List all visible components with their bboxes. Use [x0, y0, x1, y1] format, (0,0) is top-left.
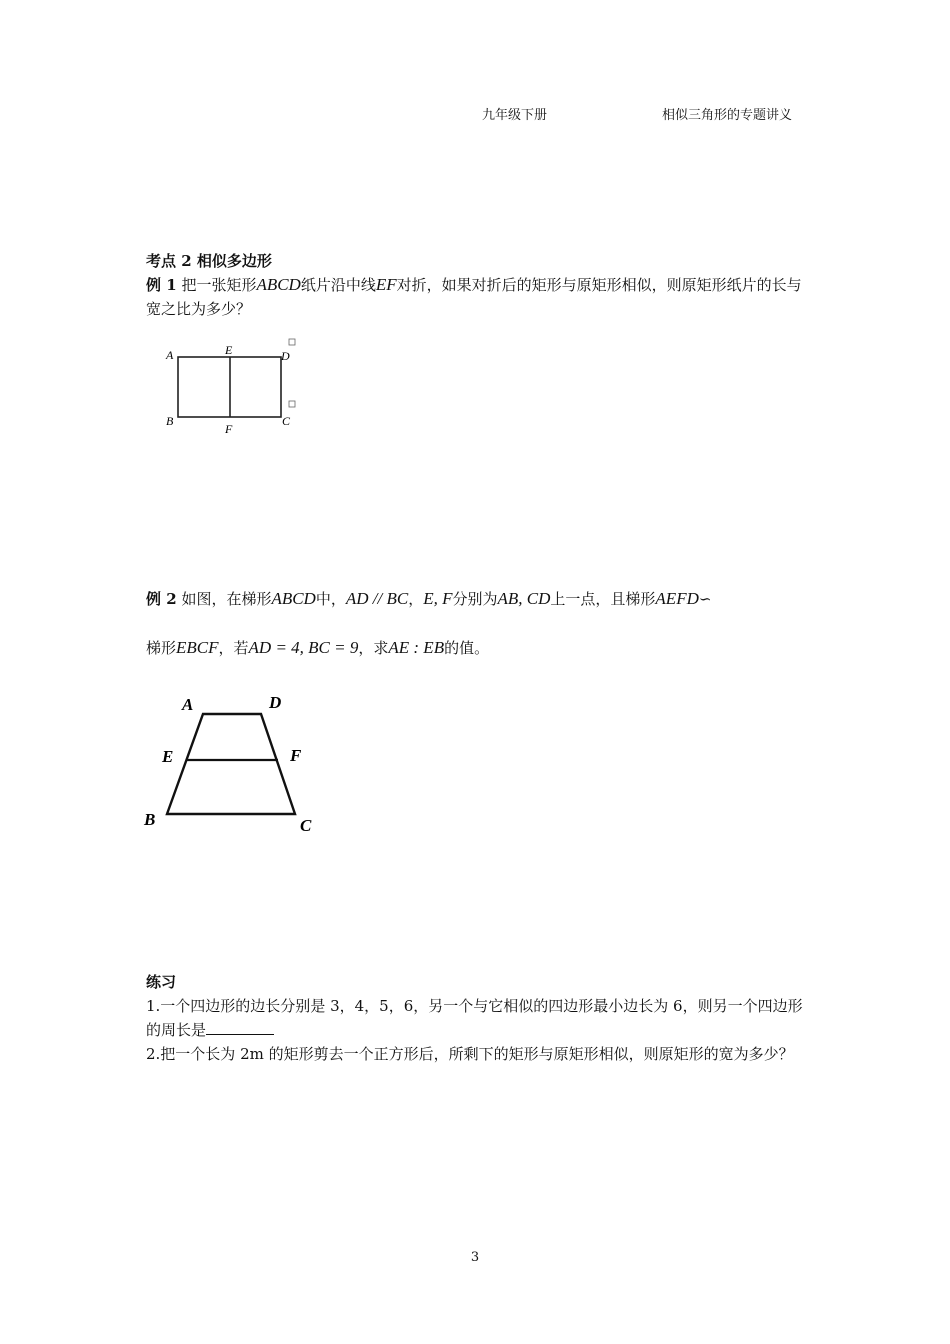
label-d: D: [269, 693, 282, 712]
label-e: E: [225, 343, 233, 357]
example-1-text: 例 1 把一张矩形ABCD纸片沿中线EF对折，如果对折后的矩形与原矩形相似，则原矩形纸片的长与宽之比为多少？: [146, 275, 802, 318]
small-box-icon: [289, 401, 295, 407]
figure-trapezoid: [140, 688, 330, 838]
answer-blank: [206, 1020, 274, 1035]
math-abcd: ABCD: [256, 275, 301, 294]
header-grade: 九年级下册: [482, 108, 548, 123]
label-e: E: [162, 747, 174, 766]
label-f: F: [225, 422, 233, 436]
label-c: C: [300, 816, 312, 835]
practice-question-2: 2.把一个长为 2m 的矩形剪去一个正方形后，所剩下的矩形与原矩形相似，则原矩形的宽为多少？: [146, 1045, 794, 1063]
example-2-line-1: 例 2 如图，在梯形ABCD中，AD // BC，E, F分别为AB, CD上一点，且梯形AEFD∽: [146, 589, 712, 608]
label-d: D: [281, 349, 290, 363]
practice-question-1: 1.一个四边形的边长分别是 3，4，5，6，另一个与它相似的四边形最小边长为 6，则另一个四边形的周长是: [146, 997, 803, 1039]
small-box-icon: [289, 339, 295, 345]
figure-rectangle: [160, 336, 310, 436]
example-2-label: 例 2: [146, 590, 177, 608]
section-title: 考点 2 相似多边形: [146, 252, 272, 270]
practice-title: 练习: [146, 973, 177, 991]
label-f: F: [290, 746, 302, 765]
page-number: 3: [470, 1250, 480, 1265]
label-c: C: [282, 414, 291, 428]
math-ef: EF: [375, 275, 397, 294]
label-b: B: [144, 810, 156, 829]
trapezoid-abcd: [167, 714, 295, 814]
example-1-label: 例 1: [146, 276, 177, 294]
header-title: 相似三角形的专题讲义: [662, 108, 793, 123]
example-2-line-2: 梯形EBCF，若AD = 4, BC = 9，求AE : EB的值。: [146, 638, 490, 657]
label-a: A: [166, 348, 174, 362]
label-b: B: [166, 414, 174, 428]
label-a: A: [182, 695, 194, 714]
